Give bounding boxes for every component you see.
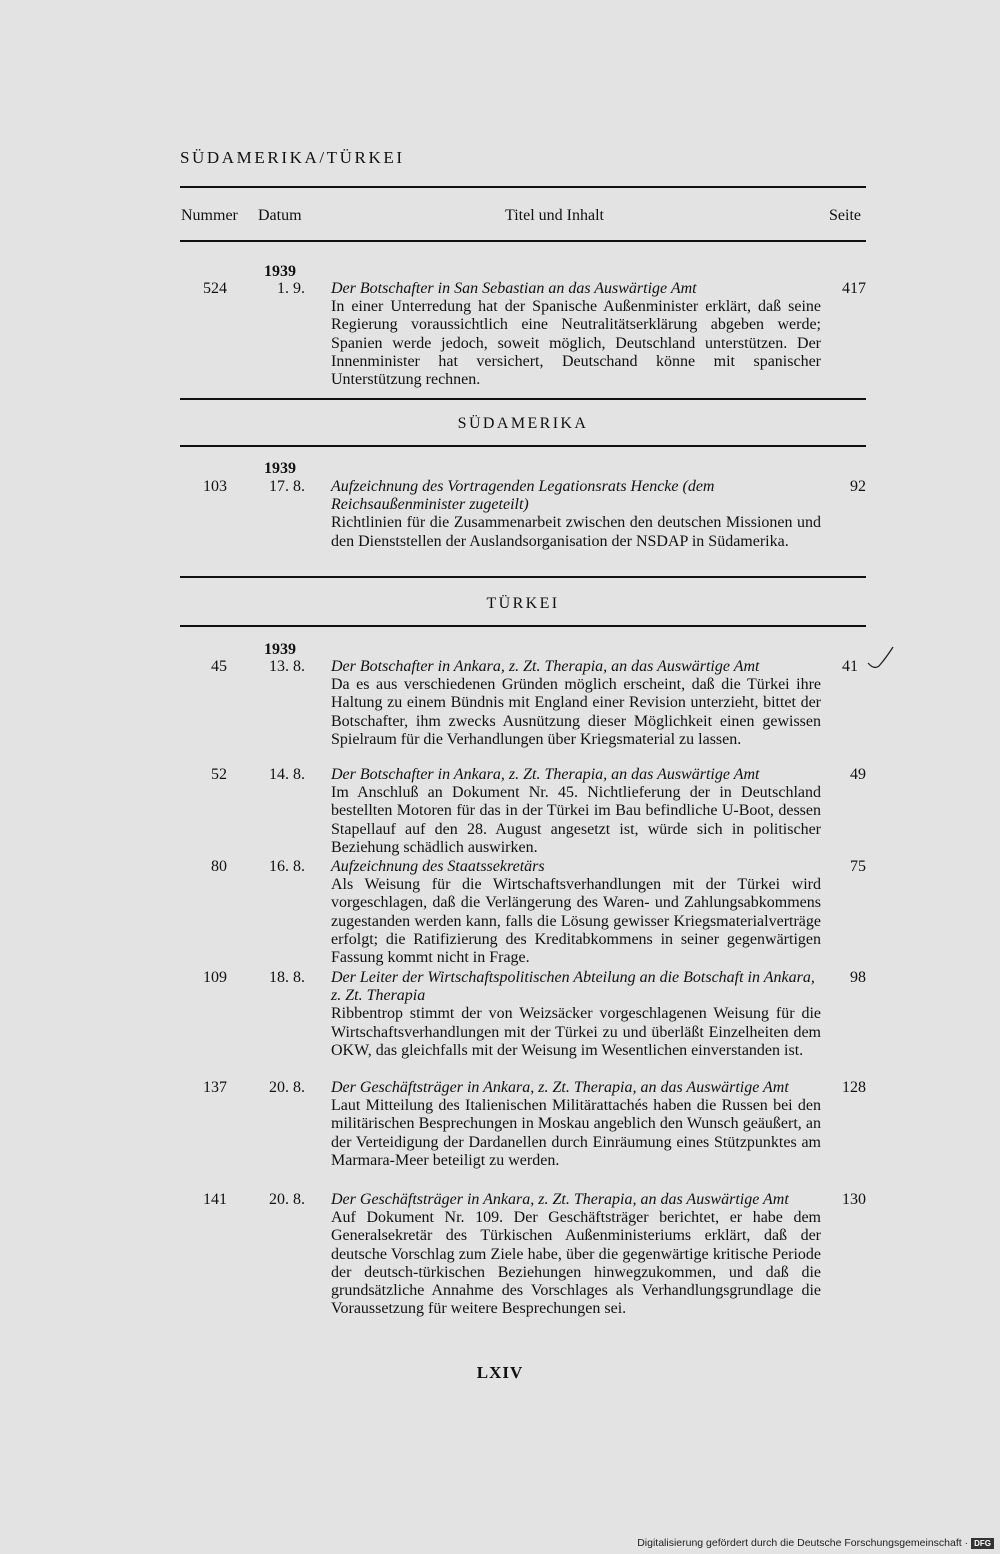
entry-number: 52 xyxy=(211,766,227,783)
dfg-logo-icon: DFG xyxy=(971,1538,994,1549)
entry-body xyxy=(331,858,821,967)
entry-text: Laut Mitteilung des Italienischen Militärattachés haben die Russen bei den militärischen Besprechungen in Moskau angeblich den Wunsch geäußert, an der Verteidigung der Dardanellen durch Einräumung eines Stützpunktes am Marmara-Meer beteiligt zu werden. xyxy=(331,1097,821,1169)
entry-page: 92 xyxy=(850,478,866,495)
entry-text: Da es aus verschiedenen Gründen möglich erscheint, daß die Türkei ihre Haltung zu einem Bündnis mit England einer Revision unterzieht, bittet der Botschafter, ihm zwecks Ausnützung dieser Möglichkeit einen gewissen Spielraum für die Verhandlungen über Kriegsmaterial zu lassen. xyxy=(331,676,821,748)
section-rule xyxy=(180,625,866,627)
entry-text: Im Anschluß an Dokument Nr. 45. Nichtlieferung der in Deutschland bestellten Motoren für das in der Türkei im Bau befindliche U-Boot, dessen Stapellauf auf den 28. August angesetzt ist, würde sich in politischer Beziehung schädlich auswirken. xyxy=(331,784,821,856)
section-heading-suedamerika: SÜDAMERIKA xyxy=(457,415,589,432)
entry-title: Der Botschafter in Ankara, z. Zt. Therapia, an das Auswärtige Amt xyxy=(331,658,760,675)
entry-body xyxy=(331,478,821,551)
entry-page: 75 xyxy=(850,858,866,875)
credit-text: Digitalisierung gefördert durch die Deutsche Forschungsgemeinschaft · xyxy=(637,1537,969,1549)
column-header-datum: Datum xyxy=(258,207,302,224)
entry-text: Auf Dokument Nr. 109. Der Geschäftsträger berichtet, er habe dem Generalsekretär des Türkischen Außenministeriums erklärt, daß der deutsche Vorschlag zum Ziele habe, über die gegenwärtige kritische Periode der deutsch-türkischen Beziehungen hinwegzukommen, und daß die grundsätzliche Annahme des Vorschlages als Verhandlungsgrundlage die Voraussetzung für weitere Besprechungen sei. xyxy=(331,1209,821,1318)
entry-date: 14. 8. xyxy=(269,766,305,783)
section-year: 1939 xyxy=(264,460,296,477)
section-rule xyxy=(180,576,866,578)
handwritten-check-mark-icon xyxy=(866,646,896,672)
entry-page: 49 xyxy=(850,766,866,783)
section-year: 1939 xyxy=(264,641,296,658)
entry-date: 1. 9. xyxy=(277,280,305,297)
entry-body xyxy=(331,280,821,389)
section-rule xyxy=(180,445,866,447)
entry-text: Ribbentrop stimmt der von Weizsäcker vorgeschlagenen Weisung für die Wirtschaftsverhandlungen mit der Türkei zu und überläßt Einzelheiten dem OKW, das gleichfalls mit der Weisung im Wesentlichen einverstanden ist. xyxy=(331,1005,821,1059)
entry-page: 130 xyxy=(842,1191,866,1208)
entry-title: Aufzeichnung des Staatssekretärs xyxy=(331,858,545,875)
entry-body xyxy=(331,658,821,749)
entry-body xyxy=(331,1079,821,1170)
entry-number: 103 xyxy=(203,478,227,495)
entry-title: Der Leiter der Wirtschaftspolitischen Abteilung an die Botschaft in Ankara, z. Zt. Therapia xyxy=(331,969,815,1005)
section-heading-tuerkei: TÜRKEI xyxy=(486,595,560,612)
entry-text: Richtlinien für die Zusammenarbeit zwischen den deutschen Missionen und den Dienststellen der Auslandsorganisation der NSDAP in Südamerika. xyxy=(331,514,821,550)
entry-title: Der Botschafter in Ankara, z. Zt. Therapia, an das Auswärtige Amt xyxy=(331,766,760,783)
entry-page: 98 xyxy=(850,969,866,986)
entry-page: 417 xyxy=(842,280,866,297)
entry-title: Der Botschafter in San Sebastian an das Auswärtige Amt xyxy=(331,280,697,297)
entry-text: Als Weisung für die Wirtschaftsverhandlungen mit der Türkei wird vorgeschlagen, daß die Verlängerung des Waren- und Zahlungsabkommens zugestanden werden kann, falls die Lösung gewisser Kriegsmaterialverträge erfolgt; die Ratifizierung des Kreditabkommens in seiner gegenwärtigen Fassung kommt nicht in Frage. xyxy=(331,876,821,967)
entry-title: Aufzeichnung des Vortragenden Legationsrats Hencke (dem Reichsaußenminister zugeteilt) xyxy=(331,478,715,514)
entry-page: 41 xyxy=(842,658,858,675)
entry-number: 45 xyxy=(211,658,227,675)
section-year: 1939 xyxy=(264,263,296,280)
entry-title: Der Geschäftsträger in Ankara, z. Zt. Therapia, an das Auswärtige Amt xyxy=(331,1079,789,1096)
column-header-titel: Titel und Inhalt xyxy=(505,207,604,224)
header-rule xyxy=(180,186,866,188)
entry-number: 80 xyxy=(211,858,227,875)
column-header-seite: Seite xyxy=(829,207,861,224)
entry-date: 20. 8. xyxy=(269,1079,305,1096)
entry-date: 16. 8. xyxy=(269,858,305,875)
column-header-rule xyxy=(180,240,866,242)
entry-title: Der Geschäftsträger in Ankara, z. Zt. Therapia, an das Auswärtige Amt xyxy=(331,1191,789,1208)
entry-number: 524 xyxy=(203,280,227,297)
column-header-nummer: Nummer xyxy=(181,207,238,224)
entry-body xyxy=(331,766,821,857)
entry-text: In einer Unterredung hat der Spanische Außenminister erklärt, daß seine Regierung voraussichtlich eine Neutralitätserklärung abgeben werde; Spanien werde jedoch, soweit möglich, Deutschland unterstützen. Der Innenminister hat versichert, Deutschand könne mit spanischer Unterstützung rechnen. xyxy=(331,298,821,389)
entry-date: 13. 8. xyxy=(269,658,305,675)
page-header-title: SÜDAMERIKA/TÜRKEI xyxy=(180,148,405,167)
entry-number: 141 xyxy=(203,1191,227,1208)
entry-page: 128 xyxy=(842,1079,866,1096)
entry-date: 18. 8. xyxy=(269,969,305,986)
entry-body xyxy=(331,969,821,1060)
entry-body xyxy=(331,1191,821,1318)
entry-date: 17. 8. xyxy=(269,478,305,495)
section-rule xyxy=(180,398,866,400)
page-number: LXIV xyxy=(476,1363,524,1382)
entry-number: 109 xyxy=(203,969,227,986)
digitization-credit xyxy=(637,1537,994,1549)
entry-number: 137 xyxy=(203,1079,227,1096)
entry-date: 20. 8. xyxy=(269,1191,305,1208)
